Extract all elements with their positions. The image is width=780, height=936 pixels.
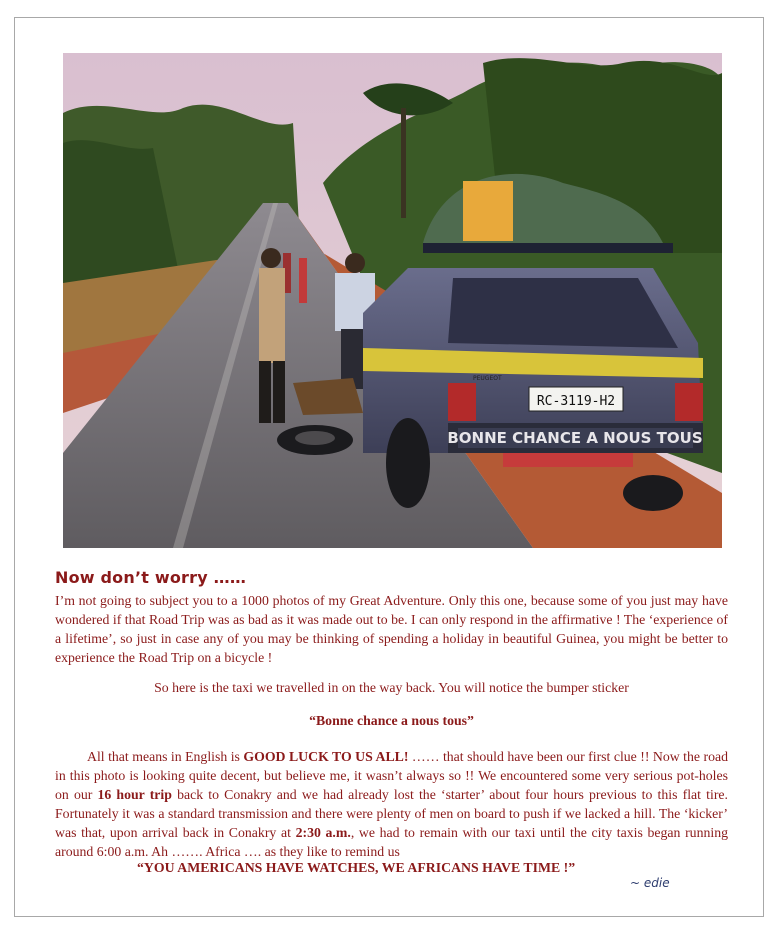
taxi-line: So here is the taxi we travelled in on the way back. You will notice the bumper sticker [154, 680, 629, 695]
closing-quote [55, 860, 728, 876]
story-text: , we had to remain with our taxi until the city taxis began running around 6:00 a.m. Ah ……. Africa …. as they like to remind us [55, 825, 729, 859]
road-trip-photo-illustration [63, 53, 722, 548]
intro-paragraph: I’m not going to subject you to a 1000 photos of my Great Adventure. Only this one, because some of you just may have wondered if that Road Trip was as bad as it was made out to be. I can only respond in the affirmative ! The ‘experience of a lifetime’, so just in case any of you may be thinking of spending a holiday in beautiful Guinea, you might be better to experience the Road Trip on a bicycle ! [55, 593, 728, 665]
story-paragraph [55, 747, 728, 861]
signature: ~ edie [630, 876, 670, 890]
story-text: All that means in English is [87, 749, 244, 764]
road-trip-photo [63, 53, 722, 548]
story-text: back to Conakry and we had already lost the ‘starter’ about four hours previous to this flat tire. Fortunately it was a standard transmission and there were plenty of men on board to push if we lacked a hill. The ‘kicker’ was that, upon arrival back in Conakry at [55, 787, 728, 840]
bumper-quote: “Bonne chance a nous tous” [309, 713, 474, 728]
page-heading: Now don’t worry …… [55, 568, 247, 587]
story-emphasis: 2:30 a.m. [295, 825, 351, 840]
story-emphasis: GOOD LUCK TO US ALL! [243, 749, 409, 764]
bumper-sticker: BONNE CHANCE A NOUS TOUS [447, 429, 703, 447]
car-brand: PEUGEOT [473, 375, 502, 382]
closing-quote-text: “YOU AMERICANS HAVE WATCHES, WE AFRICANS HAVE TIME !” [137, 860, 576, 875]
license-plate: RC-3119-H2 [536, 394, 616, 409]
story-emphasis: 16 hour trip [97, 787, 178, 802]
story-text: …… that should have been our first clue !! Now the road in this photo is looking quite decent, but believe me, it wasn’t always so !! We encountered some very serious pot-holes on our [55, 749, 728, 802]
